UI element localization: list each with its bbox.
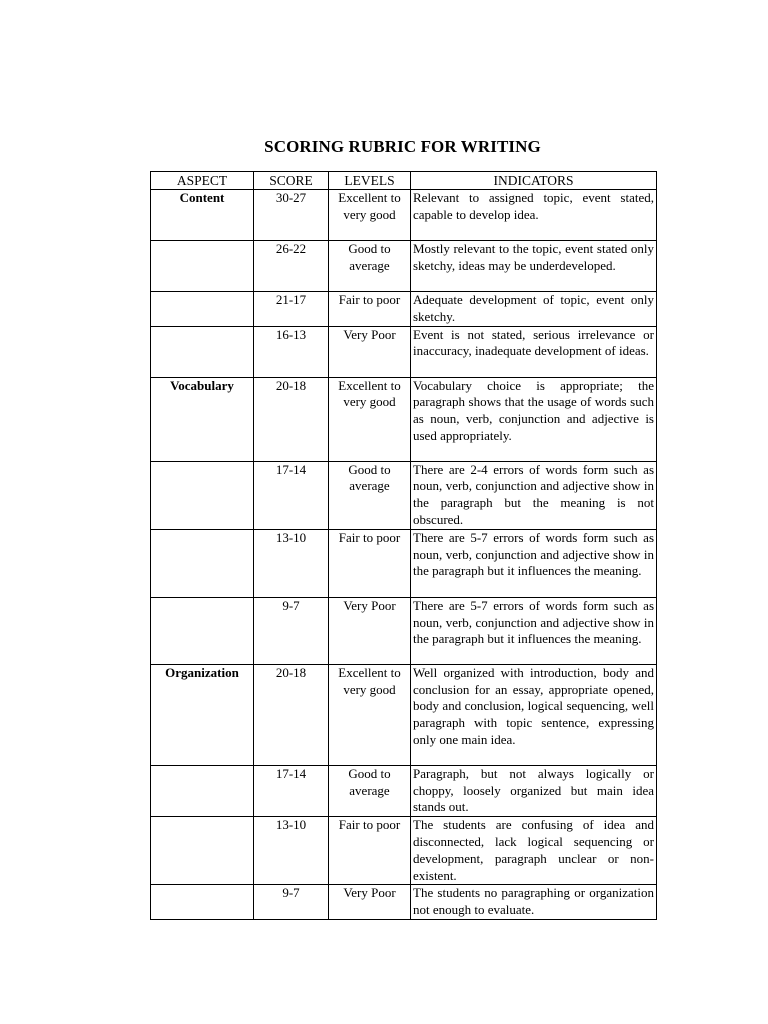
aspect-cell [151,461,254,529]
aspect-cell [151,885,254,920]
indicator-cell: Vocabulary choice is appropriate; the paragraph shows that the usage of words such as noun, verb, conjunction and adjective is used appropriately. [411,377,657,461]
score-cell: 9-7 [254,597,329,664]
level-cell: Good to average [329,765,411,816]
score-cell: 16-13 [254,326,329,377]
indicator-cell: There are 5-7 errors of words form such as noun, verb, conjunction and adjective show in the paragraph but it influences the meaning. [411,597,657,664]
table-row [151,190,657,241]
indicator-cell: There are 2-4 errors of words form such as noun, verb, conjunction and adjective show in the paragraph but the meaning is not obscured. [411,461,657,529]
indicator-cell: Event is not stated, serious irrelevance or inaccuracy, inadequate development of ideas. [411,326,657,377]
table-row [151,461,657,529]
level-cell: Good to average [329,461,411,529]
aspect-cell: Content [151,190,254,241]
level-cell: Fair to poor [329,529,411,597]
score-cell: 21-17 [254,292,329,327]
header-score: SCORE [254,172,329,190]
aspect-cell [151,326,254,377]
indicator-cell: Mostly relevant to the topic, event stated only sketchy, ideas may be underdeveloped. [411,241,657,292]
level-cell: Very Poor [329,326,411,377]
score-cell: 17-14 [254,461,329,529]
table-row [151,597,657,664]
aspect-cell [151,765,254,816]
level-cell: Very Poor [329,885,411,920]
page-title: SCORING RUBRIC FOR WRITING [264,137,541,156]
table-row [151,529,657,597]
table-row [151,241,657,292]
score-cell: 17-14 [254,765,329,816]
table-row [151,885,657,920]
score-cell: 26-22 [254,241,329,292]
header-indicators: INDICATORS [411,172,657,190]
level-cell: Fair to poor [329,292,411,327]
table-row [151,664,657,765]
level-cell: Fair to poor [329,817,411,885]
score-cell: 13-10 [254,529,329,597]
table-row [151,765,657,816]
indicator-cell: The students are confusing of idea and disconnected, lack logical sequencing or development, paragraph unclear or non-existent. [411,817,657,885]
indicator-cell: Adequate development of topic, event only sketchy. [411,292,657,327]
rubric-table [150,171,657,920]
score-cell: 20-18 [254,664,329,765]
score-cell: 13-10 [254,817,329,885]
aspect-cell: Organization [151,664,254,765]
table-row [151,817,657,885]
score-cell: 9-7 [254,885,329,920]
header-levels: LEVELS [329,172,411,190]
level-cell: Excellent to very good [329,377,411,461]
aspect-cell [151,597,254,664]
level-cell: Very Poor [329,597,411,664]
aspect-cell [151,292,254,327]
header-aspect: ASPECT [151,172,254,190]
indicator-cell: Well organized with introduction, body and conclusion for an essay, appropriate opened, body and conclusion, logical sequencing, well paragraph with topic sentence, expressing only one main idea. [411,664,657,765]
level-cell: Good to average [329,241,411,292]
aspect-cell [151,529,254,597]
aspect-cell [151,817,254,885]
table-header-row [151,172,657,190]
indicator-cell: The students no paragraphing or organization not enough to evaluate. [411,885,657,920]
table-row [151,326,657,377]
indicator-cell: Paragraph, but not always logically or choppy, loosely organized but main idea stands out. [411,765,657,816]
score-cell: 20-18 [254,377,329,461]
level-cell: Excellent to very good [329,190,411,241]
indicator-cell: Relevant to assigned topic, event stated, capable to develop idea. [411,190,657,241]
level-cell: Excellent to very good [329,664,411,765]
table-row [151,377,657,461]
table-row [151,292,657,327]
aspect-cell: Vocabulary [151,377,254,461]
aspect-cell [151,241,254,292]
indicator-cell: There are 5-7 errors of words form such as noun, verb, conjunction and adjective show in the paragraph but it influences the meaning. [411,529,657,597]
score-cell: 30-27 [254,190,329,241]
